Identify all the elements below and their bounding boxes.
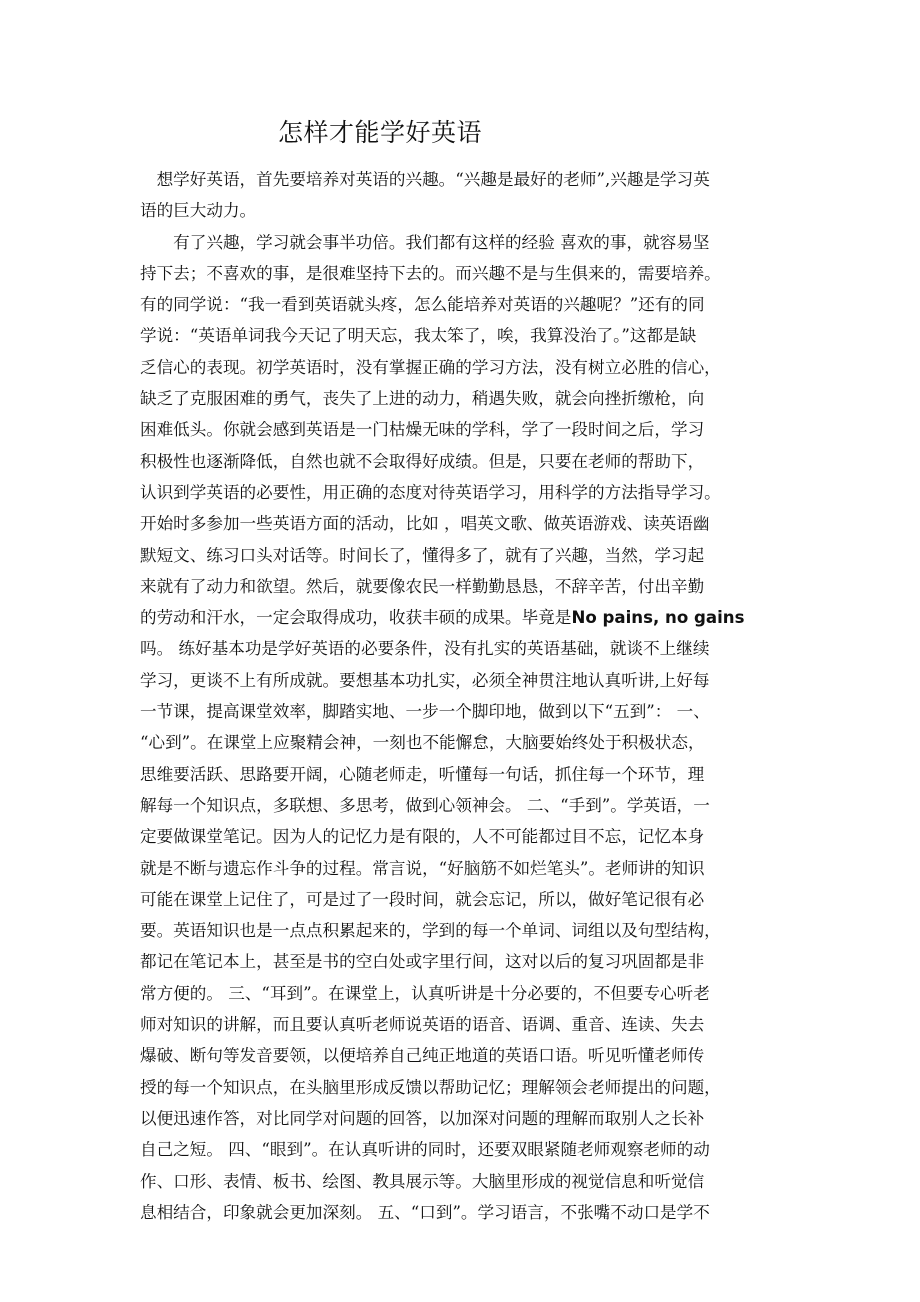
paragraph-line: 持下去；不喜欢的事，是很难坚持下去的。而兴趣不是与生俱来的，需要培养。 xyxy=(140,263,721,283)
paragraph-line: 默短文、练习口头对话等。时间长了，懂得多了，就有了兴趣，当然，学习起 xyxy=(140,545,705,565)
paragraph-line: 困难低头。你就会感到英语是一门枯燥无味的学科，学了一段时间之后，学习 xyxy=(140,420,705,440)
paragraph-line: 作、口形、表情、板书、绘图、教具展示等。大脑里形成的视觉信息和听觉信 xyxy=(140,1171,705,1191)
paragraph-line: 要。英语知识也是一点点积累起来的，学到的每一个单词、词组以及句型结构， xyxy=(140,921,721,941)
line-text: 的劳动和汗水，一定会取得成功，收获丰硕的成果。毕竟是 xyxy=(140,608,572,628)
paragraph-line: 爆破、断句等发音要领，以便培养自己纯正地道的英语口语。听见听懂老师传 xyxy=(140,1046,705,1066)
paragraph-line: 以便迅速作答，对比同学对问题的回答，以加深对问题的理解而取别人之长补 xyxy=(140,1108,705,1128)
paragraph-line: 常方便的。 三、“耳到”。在课堂上，认真听讲是十分必要的，不但要专心听老 xyxy=(140,983,710,1003)
paragraph-line: 息相结合，印象就会更加深刻。 五、“口到”。学习语言，不张嘴不动口是学不 xyxy=(140,1202,710,1222)
paragraph-line: 开始时多参加一些英语方面的活动，比如 ，唱英文歌、做英语游戏、读英语幽 xyxy=(140,514,710,534)
paragraph-line: 解每一个知识点，多联想、多思考，做到心领神会。 二、“手到”。学英语，一 xyxy=(140,795,710,815)
paragraph-line: 都记在笔记本上，甚至是书的空白处或字里行间，这对以后的复习巩固都是非 xyxy=(140,952,705,972)
paragraph-line: 乏信心的表现。初学英语时，没有掌握正确的学习方法，没有树立必胜的信心， xyxy=(140,357,721,377)
paragraph-line: 学习，更谈不上有所成就。要想基本功扎实，必须全神贯注地认真听讲,上好每 xyxy=(140,670,710,690)
paragraph-line: 语的巨大动力。 xyxy=(140,201,257,221)
paragraph-line: 积极性也逐渐降低，自然也就不会取得好成绩。但是，只要在老师的帮助下， xyxy=(140,451,705,471)
paragraph-line: 来就有了动力和欲望。然后，就要像农民一样勤勤恳恳，不辞辛苦，付出辛勤 xyxy=(140,576,705,596)
paragraph-line: “心到”。在课堂上应聚精会神，一刻也不能懈怠，大脑要始终处于积极状态， xyxy=(140,733,705,753)
paragraph-line: 有了兴趣，学习就会事半功倍。我们都有这样的经验 喜欢的事，就容易坚 xyxy=(140,232,710,252)
paragraph-line: 学说：“英语单词我今天记了明天忘，我太笨了，唉，我算没治了。”这都是缺 xyxy=(140,326,697,346)
paragraph-line: 有的同学说：“我一看到英语就头疼，怎么能培养对英语的兴趣呢？”还有的同 xyxy=(140,295,705,315)
paragraph-line: 自己之短。 四、“眼到”。在认真听讲的同时，还要双眼紧随老师观察老师的动 xyxy=(140,1140,710,1160)
paragraph-line: 吗。 练好基本功是学好英语的必要条件，没有扎实的英语基础，就谈不上继续 xyxy=(140,639,710,659)
paragraph-line: 定要做课堂笔记。因为人的记忆力是有限的，人不可能都过目不忘，记忆本身 xyxy=(140,827,705,847)
paragraph-line: 缺乏了克服困难的勇气，丧失了上进的动力，稍遇失败，就会向挫折缴枪，向 xyxy=(140,389,705,409)
paragraph-line: 思维要活跃、思路要开阔，心随老师走，听懂每一句话，抓住每一个环节，理 xyxy=(140,764,705,784)
paragraph-line: 想学好英语，首先要培养对英语的兴趣。“兴趣是最好的老师”,兴趣是学习英 xyxy=(140,170,710,189)
paragraph-line: 一节课，提高课堂效率，脚踏实地、一步一个脚印地，做到以下“五到”： 一、 xyxy=(140,702,710,722)
bold-phrase: No pains, no gains xyxy=(571,608,745,628)
paragraph-line: 可能在课堂上记住了，可是过了一段时间，就会忘记，所以，做好笔记很有必 xyxy=(140,889,705,909)
document-body xyxy=(140,164,788,1228)
paragraph-line xyxy=(140,602,788,633)
paragraph-line: 认识到学英语的必要性，用正确的态度对待英语学习，用科学的方法指导学习。 xyxy=(140,482,721,502)
document-title: 怎样才能学好英语 xyxy=(278,118,483,147)
paragraph-line: 就是不断与遗忘作斗争的过程。常言说，“好脑筋不如烂笔头”。老师讲的知识 xyxy=(140,858,705,878)
paragraph-line: 师对知识的讲解，而且要认真听老师说英语的语音、语调、重音、连读、失去 xyxy=(140,1015,705,1035)
paragraph-line: 授的每一个知识点，在头脑里形成反馈以帮助记忆；理解领会老师提出的问题， xyxy=(140,1077,721,1097)
